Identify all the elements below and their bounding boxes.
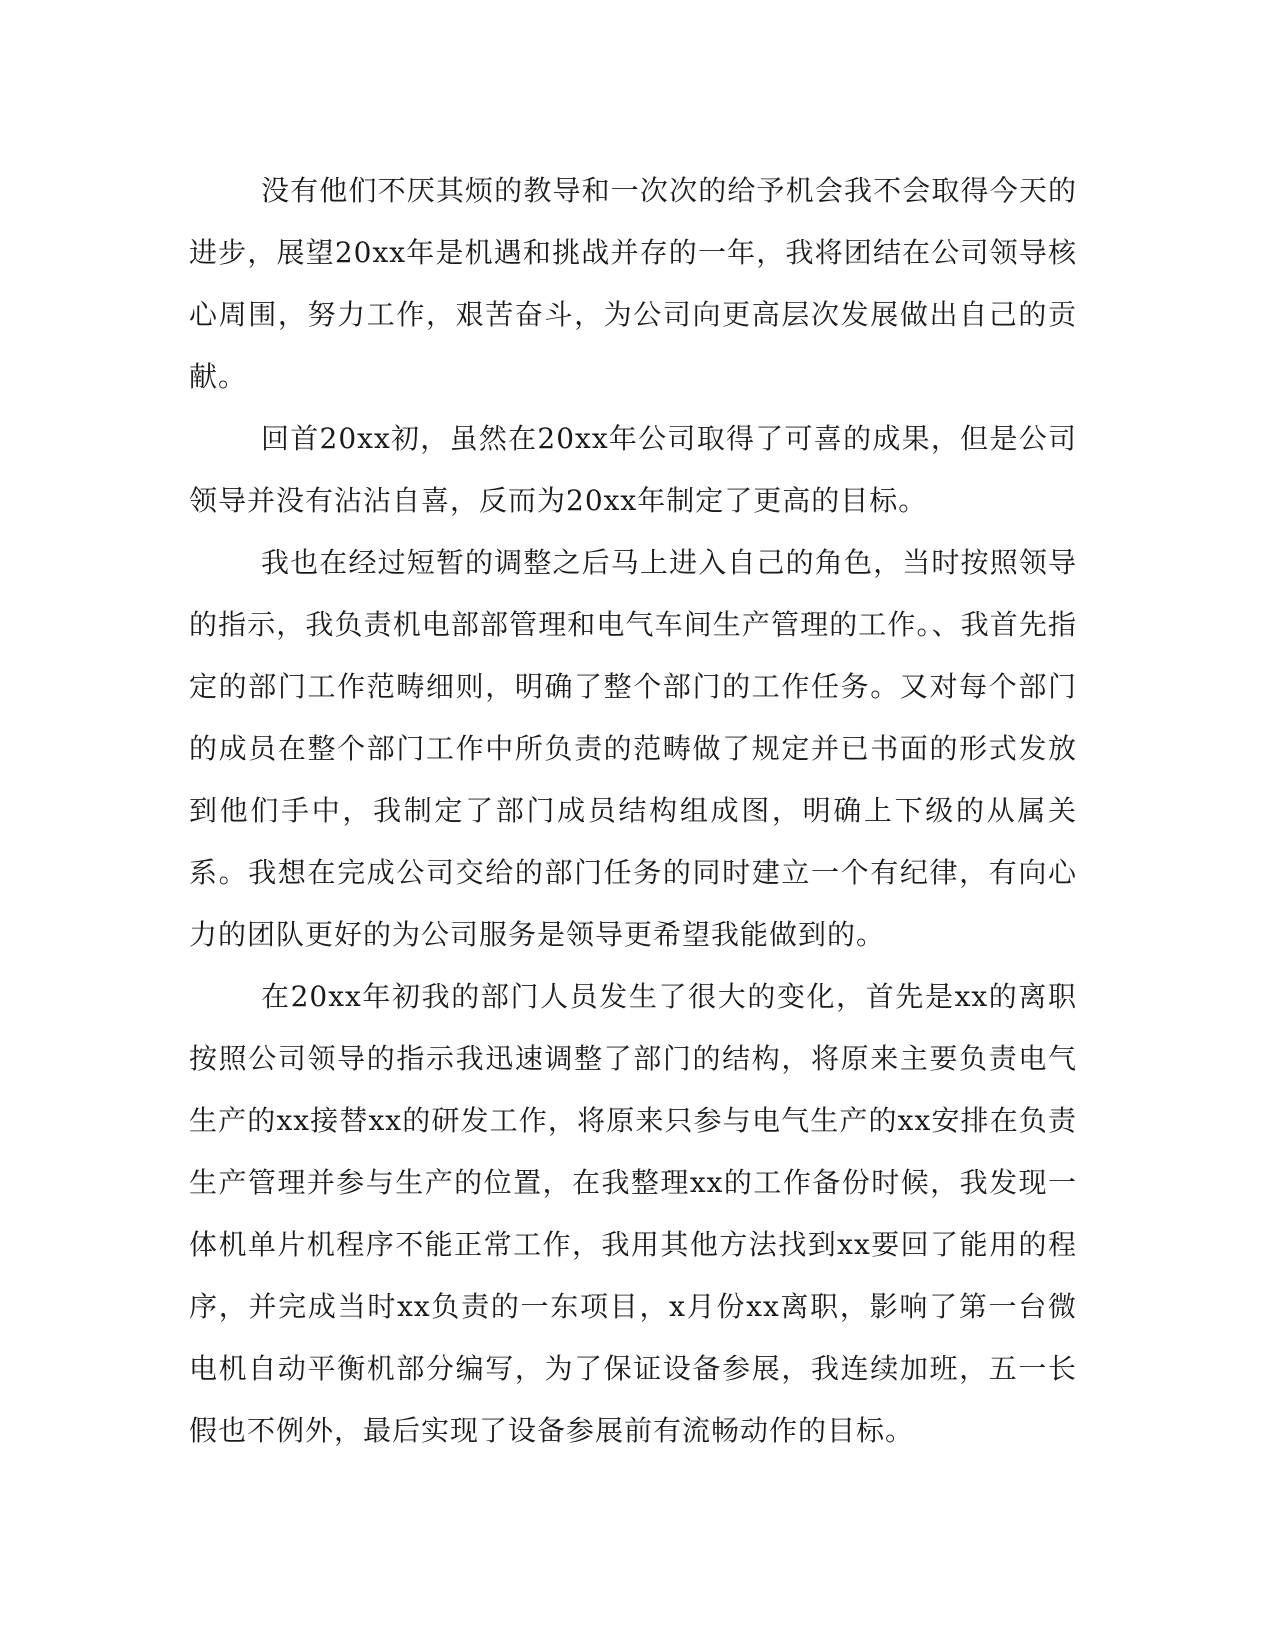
paragraph-2: 回首20xx初，虽然在20xx年公司取得了可喜的成果，但是公司领导并没有沾沾自喜，反而为20xx年制定了更高的目标。	[189, 422, 1077, 517]
paragraph-4: 在20xx年初我的部门人员发生了很大的变化，首先是xx的离职按照公司领导的指示我迅速调整了部门的结构，将原来主要负责电气生产的xx接替xx的研发工作，将原来只参与电气生产的xx安排在负责生产管理并参与生产的位置，在我整理xx的工作备份时候，我发现一体机单片机程序不能正常工作，我用其他方法找到xx要回了能用的程序，并完成当时xx负责的一东项目，x月份xx离职，影响了第一台微电机自动平衡机部分编写，为了保证设备参展，我连续加班，五一长假也不例外，最后实现了设备参展前有流畅动作的目标。	[189, 980, 1077, 1447]
document-body	[189, 160, 1077, 1462]
paragraph-1: 没有他们不厌其烦的教导和一次次的给予机会我不会取得今天的进步，展望20xx年是机遇和挑战并存的一年，我将团结在公司领导核心周围，努力工作，艰苦奋斗，为公司向更高层次发展做出自己的贡献。	[189, 174, 1077, 393]
paragraph-3: 我也在经过短暂的调整之后马上进入自己的角色，当时按照领导的指示，我负责机电部部管理和电气车间生产管理的工作。、我首先指定的部门工作范畴细则，明确了整个部门的工作任务。又对每个部门的成员在整个部门工作中所负责的范畴做了规定并已书面的形式发放到他们手中，我制定了部门成员结构组成图，明确上下级的从属关系。我想在完成公司交给的部门任务的同时建立一个有纪律，有向心力的团队更好的为公司服务是领导更希望我能做到的。	[189, 546, 1077, 951]
